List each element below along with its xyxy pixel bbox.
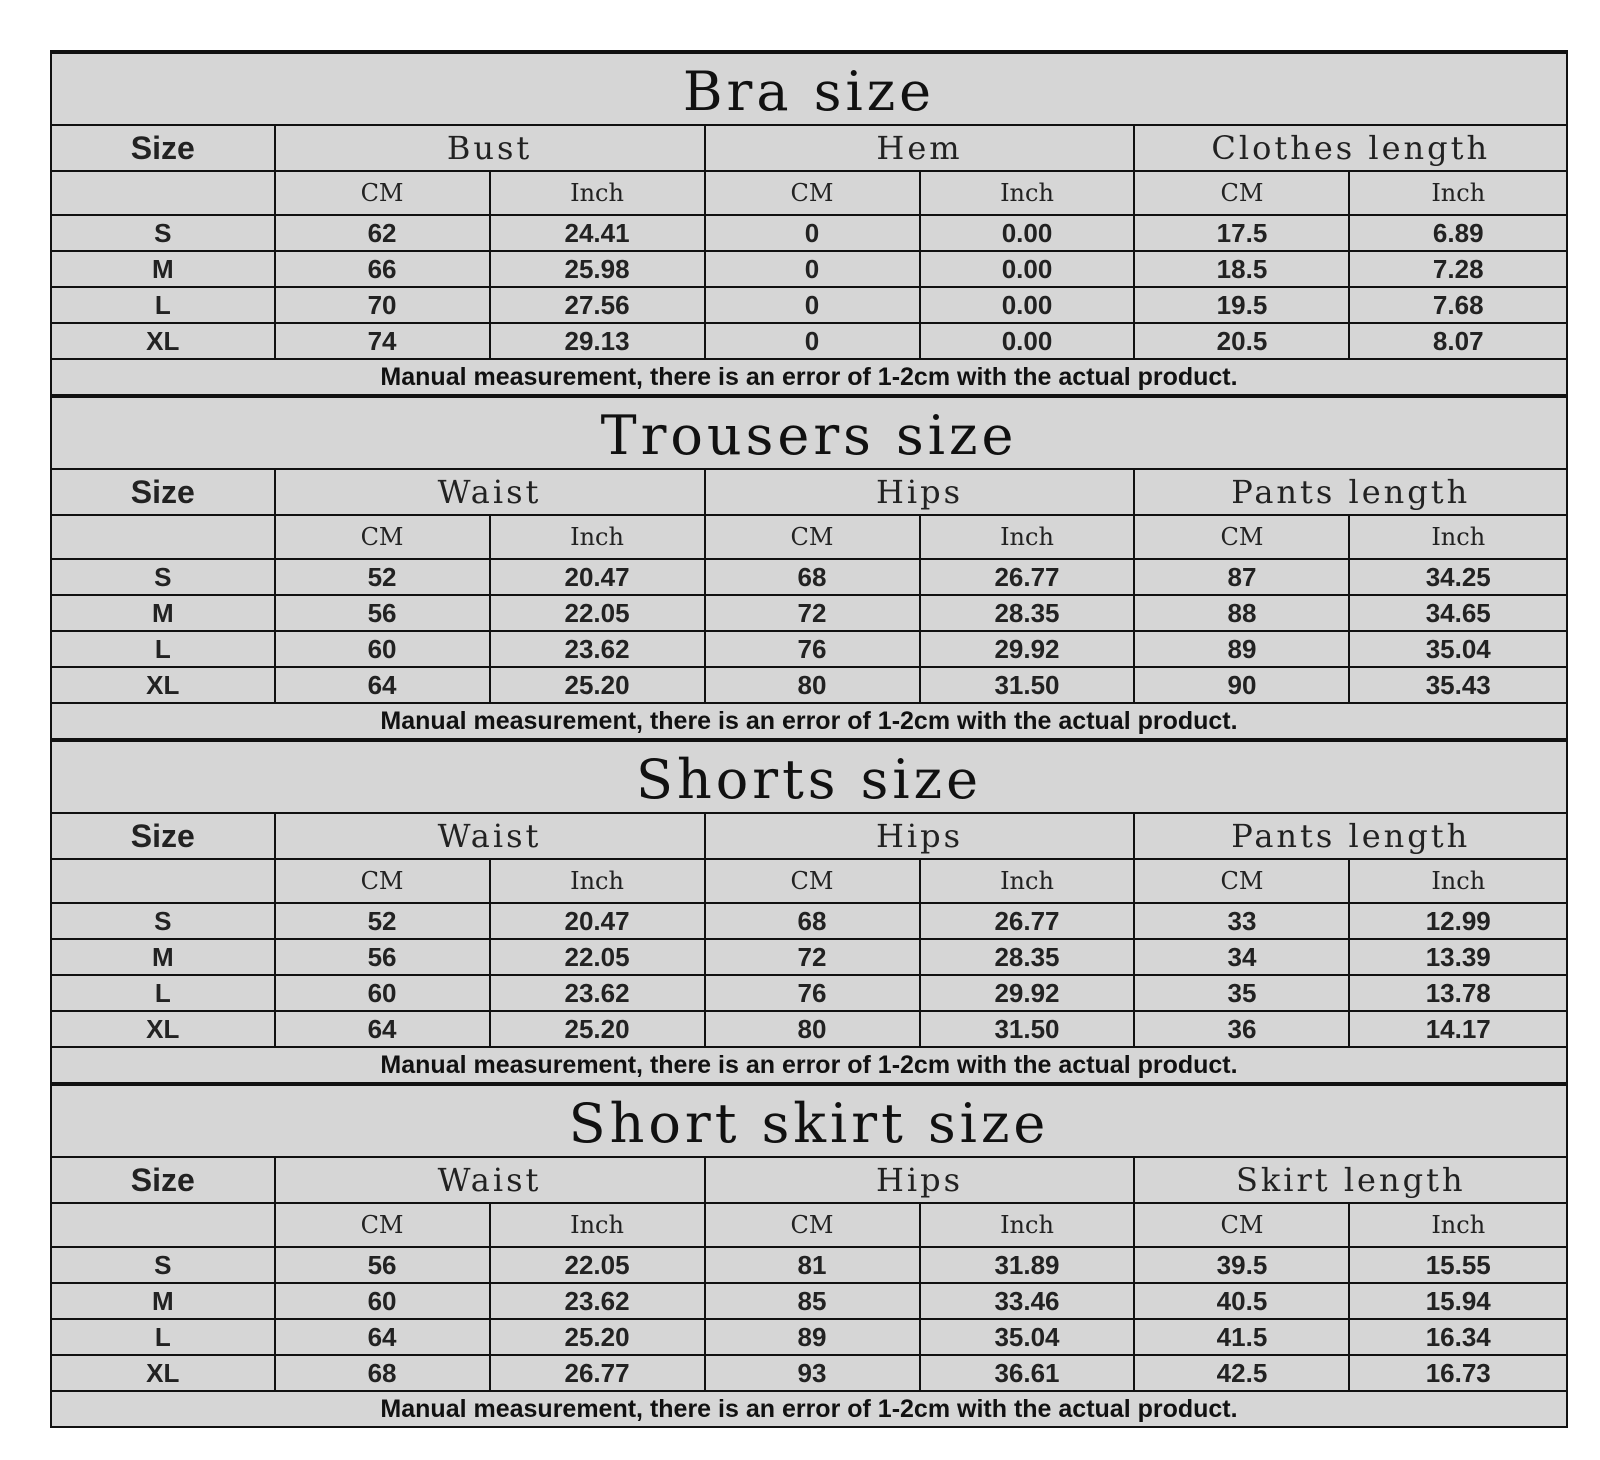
table-cell: 26.77 — [920, 903, 1135, 939]
table-cell: 31.50 — [920, 667, 1135, 703]
table-cell: 56 — [275, 939, 490, 975]
table-cell: 33.46 — [920, 1283, 1135, 1319]
note-row — [52, 1391, 1566, 1426]
unit-label: CM — [705, 171, 920, 215]
unit-label: Inch — [1349, 859, 1566, 903]
table-row — [52, 631, 1566, 667]
size-label: L — [52, 287, 275, 323]
size-table — [52, 396, 1566, 740]
table-cell: 34 — [1134, 939, 1349, 975]
table-cell: 27.56 — [490, 287, 705, 323]
table-cell: 34.65 — [1349, 595, 1566, 631]
table-cell: 23.62 — [490, 631, 705, 667]
table-cell: 80 — [705, 1011, 920, 1047]
unit-label: Inch — [490, 515, 705, 559]
size-label: L — [52, 631, 275, 667]
note-row — [52, 359, 1566, 395]
table-row — [52, 667, 1566, 703]
measurement-note: Manual measurement, there is an error of 1-2cm with the actual product. — [52, 359, 1566, 395]
table-cell: 20.5 — [1134, 323, 1349, 359]
table-cell: 80 — [705, 667, 920, 703]
unit-label: CM — [1134, 1203, 1349, 1247]
size-label: L — [52, 975, 275, 1011]
table-cell: 25.20 — [490, 1011, 705, 1047]
unit-label: CM — [705, 859, 920, 903]
unit-label: CM — [1134, 515, 1349, 559]
size-label: XL — [52, 1011, 275, 1047]
table-cell: 17.5 — [1134, 215, 1349, 251]
unit-label: Inch — [1349, 1203, 1566, 1247]
table-cell: 64 — [275, 1011, 490, 1047]
table-cell: 85 — [705, 1283, 920, 1319]
table-cell: 87 — [1134, 559, 1349, 595]
note-row — [52, 703, 1566, 739]
table-row — [52, 1283, 1566, 1319]
size-chart — [50, 50, 1568, 1428]
table-cell: 90 — [1134, 667, 1349, 703]
table-cell: 19.5 — [1134, 287, 1349, 323]
size-table — [52, 1084, 1566, 1426]
size-column-header: Size — [52, 469, 275, 515]
table-row — [52, 559, 1566, 595]
unit-label: CM — [1134, 859, 1349, 903]
measurement-header: Waist — [275, 469, 705, 515]
table-cell: 35.04 — [920, 1319, 1135, 1355]
table-cell: 20.47 — [490, 559, 705, 595]
table-cell: 13.39 — [1349, 939, 1566, 975]
table-row — [52, 323, 1566, 359]
table-title-row — [52, 741, 1566, 813]
table-cell: 68 — [705, 903, 920, 939]
measurement-note: Manual measurement, there is an error of 1-2cm with the actual product. — [52, 1391, 1566, 1426]
unit-label: Inch — [490, 171, 705, 215]
table-cell: 56 — [275, 595, 490, 631]
table-row — [52, 595, 1566, 631]
unit-row — [52, 859, 1566, 903]
table-cell: 0 — [705, 323, 920, 359]
header-row — [52, 1157, 1566, 1203]
table-cell: 0.00 — [920, 323, 1135, 359]
table-cell: 22.05 — [490, 939, 705, 975]
table-cell: 72 — [705, 939, 920, 975]
table-row — [52, 975, 1566, 1011]
table-cell: 16.73 — [1349, 1355, 1566, 1391]
unit-label: CM — [705, 515, 920, 559]
table-cell: 42.5 — [1134, 1355, 1349, 1391]
table-cell: 6.89 — [1349, 215, 1566, 251]
unit-row — [52, 1203, 1566, 1247]
unit-row — [52, 515, 1566, 559]
table-cell: 68 — [705, 559, 920, 595]
unit-label: Inch — [490, 1203, 705, 1247]
unit-label: Inch — [920, 859, 1135, 903]
size-label: XL — [52, 1355, 275, 1391]
unit-label: Inch — [490, 859, 705, 903]
table-cell: 36 — [1134, 1011, 1349, 1047]
table-cell: 35.04 — [1349, 631, 1566, 667]
table-row — [52, 1011, 1566, 1047]
unit-blank-cell — [52, 171, 275, 215]
table-cell: 7.68 — [1349, 287, 1566, 323]
unit-label: Inch — [920, 1203, 1135, 1247]
size-column-header: Size — [52, 813, 275, 859]
table-row — [52, 287, 1566, 323]
size-column-header: Size — [52, 1157, 275, 1203]
size-label: XL — [52, 323, 275, 359]
measurement-header: Skirt length — [1134, 1157, 1566, 1203]
table-cell: 93 — [705, 1355, 920, 1391]
table-cell: 0.00 — [920, 215, 1135, 251]
header-row — [52, 125, 1566, 171]
table-cell: 15.55 — [1349, 1247, 1566, 1283]
table-cell: 39.5 — [1134, 1247, 1349, 1283]
measurement-header: Bust — [275, 125, 705, 171]
table-cell: 60 — [275, 631, 490, 667]
size-label: M — [52, 1283, 275, 1319]
table-cell: 16.34 — [1349, 1319, 1566, 1355]
table-cell: 15.94 — [1349, 1283, 1566, 1319]
table-row — [52, 251, 1566, 287]
section-title: Shorts size — [52, 741, 1566, 813]
table-cell: 0 — [705, 215, 920, 251]
table-cell: 23.62 — [490, 975, 705, 1011]
table-row — [52, 903, 1566, 939]
size-label: S — [52, 1247, 275, 1283]
unit-label: CM — [275, 1203, 490, 1247]
table-cell: 89 — [705, 1319, 920, 1355]
header-row — [52, 813, 1566, 859]
section-title: Bra size — [52, 53, 1566, 125]
table-cell: 89 — [1134, 631, 1349, 667]
table-cell: 23.62 — [490, 1283, 705, 1319]
size-column-header: Size — [52, 125, 275, 171]
table-cell: 34.25 — [1349, 559, 1566, 595]
table-cell: 41.5 — [1134, 1319, 1349, 1355]
table-cell: 72 — [705, 595, 920, 631]
size-label: M — [52, 939, 275, 975]
table-title-row — [52, 397, 1566, 469]
measurement-header: Hips — [705, 813, 1135, 859]
table-cell: 26.77 — [490, 1355, 705, 1391]
table-cell: 40.5 — [1134, 1283, 1349, 1319]
table-cell: 28.35 — [920, 939, 1135, 975]
table-cell: 22.05 — [490, 595, 705, 631]
table-cell: 14.17 — [1349, 1011, 1566, 1047]
size-label: M — [52, 251, 275, 287]
table-cell: 28.35 — [920, 595, 1135, 631]
unit-label: CM — [275, 859, 490, 903]
section-title: Short skirt size — [52, 1085, 1566, 1157]
unit-label: Inch — [920, 515, 1135, 559]
unit-blank-cell — [52, 859, 275, 903]
table-cell: 18.5 — [1134, 251, 1349, 287]
table-cell: 35 — [1134, 975, 1349, 1011]
unit-label: Inch — [920, 171, 1135, 215]
size-label: XL — [52, 667, 275, 703]
table-cell: 13.78 — [1349, 975, 1566, 1011]
table-cell: 62 — [275, 215, 490, 251]
note-row — [52, 1047, 1566, 1083]
measurement-header: Hips — [705, 1157, 1135, 1203]
measurement-header: Pants length — [1134, 813, 1566, 859]
table-cell: 24.41 — [490, 215, 705, 251]
measurement-note: Manual measurement, there is an error of 1-2cm with the actual product. — [52, 703, 1566, 739]
table-cell: 76 — [705, 631, 920, 667]
measurement-header: Waist — [275, 1157, 705, 1203]
measurement-header: Waist — [275, 813, 705, 859]
measurement-header: Hips — [705, 469, 1135, 515]
table-cell: 88 — [1134, 595, 1349, 631]
table-cell: 68 — [275, 1355, 490, 1391]
measurement-note: Manual measurement, there is an error of 1-2cm with the actual product. — [52, 1047, 1566, 1083]
table-cell: 64 — [275, 667, 490, 703]
table-row — [52, 215, 1566, 251]
table-cell: 0.00 — [920, 251, 1135, 287]
measurement-header: Pants length — [1134, 469, 1566, 515]
table-cell: 56 — [275, 1247, 490, 1283]
table-cell: 12.99 — [1349, 903, 1566, 939]
size-label: S — [52, 903, 275, 939]
table-cell: 25.20 — [490, 1319, 705, 1355]
table-cell: 76 — [705, 975, 920, 1011]
table-cell: 8.07 — [1349, 323, 1566, 359]
table-cell: 29.92 — [920, 631, 1135, 667]
measurement-header: Hem — [705, 125, 1135, 171]
table-row — [52, 1355, 1566, 1391]
unit-blank-cell — [52, 515, 275, 559]
table-cell: 29.13 — [490, 323, 705, 359]
header-row — [52, 469, 1566, 515]
table-cell: 25.20 — [490, 667, 705, 703]
table-cell: 0 — [705, 287, 920, 323]
table-cell: 52 — [275, 559, 490, 595]
table-cell: 70 — [275, 287, 490, 323]
table-cell: 20.47 — [490, 903, 705, 939]
table-cell: 29.92 — [920, 975, 1135, 1011]
unit-blank-cell — [52, 1203, 275, 1247]
unit-label: CM — [275, 171, 490, 215]
table-cell: 52 — [275, 903, 490, 939]
size-table — [52, 52, 1566, 396]
table-cell: 64 — [275, 1319, 490, 1355]
unit-label: CM — [705, 1203, 920, 1247]
unit-row — [52, 171, 1566, 215]
measurement-header: Clothes length — [1134, 125, 1566, 171]
table-cell: 60 — [275, 975, 490, 1011]
table-title-row — [52, 1085, 1566, 1157]
unit-label: CM — [275, 515, 490, 559]
table-cell: 33 — [1134, 903, 1349, 939]
table-cell: 81 — [705, 1247, 920, 1283]
unit-label: CM — [1134, 171, 1349, 215]
table-cell: 35.43 — [1349, 667, 1566, 703]
table-cell: 31.89 — [920, 1247, 1135, 1283]
table-cell: 0.00 — [920, 287, 1135, 323]
table-row — [52, 939, 1566, 975]
table-cell: 31.50 — [920, 1011, 1135, 1047]
table-cell: 26.77 — [920, 559, 1135, 595]
section-title: Trousers size — [52, 397, 1566, 469]
unit-label: Inch — [1349, 515, 1566, 559]
size-table — [52, 740, 1566, 1084]
size-label: S — [52, 559, 275, 595]
table-cell: 60 — [275, 1283, 490, 1319]
table-cell: 66 — [275, 251, 490, 287]
table-cell: 36.61 — [920, 1355, 1135, 1391]
table-cell: 0 — [705, 251, 920, 287]
size-label: S — [52, 215, 275, 251]
table-row — [52, 1247, 1566, 1283]
table-title-row — [52, 53, 1566, 125]
table-row — [52, 1319, 1566, 1355]
size-label: L — [52, 1319, 275, 1355]
table-cell: 25.98 — [490, 251, 705, 287]
table-cell: 22.05 — [490, 1247, 705, 1283]
table-cell: 7.28 — [1349, 251, 1566, 287]
unit-label: Inch — [1349, 171, 1566, 215]
size-label: M — [52, 595, 275, 631]
table-cell: 74 — [275, 323, 490, 359]
